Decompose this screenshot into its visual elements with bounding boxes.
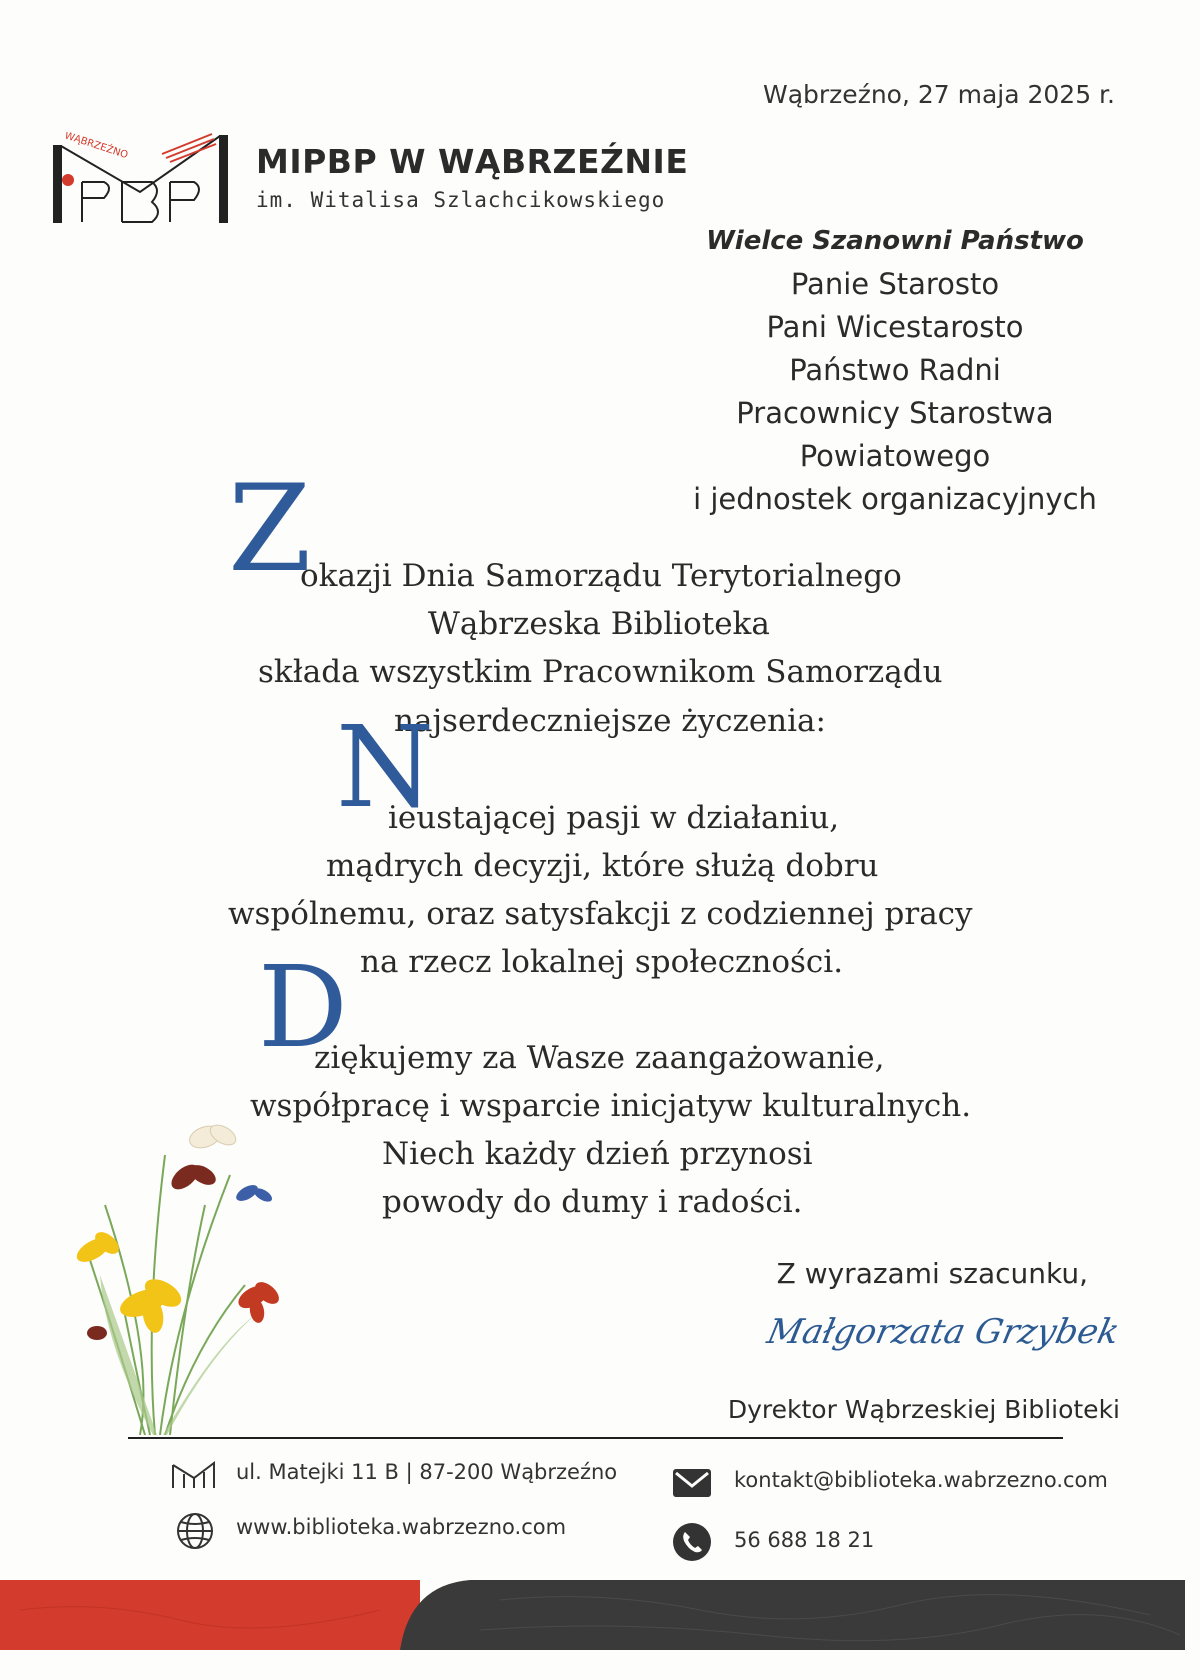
greeting: Wielce Szanowni Państwo bbox=[706, 226, 1084, 256]
body-line: najserdeczniejsze życzenia: bbox=[394, 703, 826, 739]
addressee-line: Państwo Radni bbox=[789, 353, 1001, 387]
logo-lettering: WĄBRZEŹNO bbox=[63, 132, 130, 162]
body-line: Niech każdy dzień przynosi bbox=[382, 1136, 813, 1172]
body-line: składa wszystkim Pracownikom Samorządu bbox=[258, 654, 943, 690]
flower-illustration bbox=[45, 1115, 295, 1435]
letter-date: Wąbrzeźno, 27 maja 2025 r. bbox=[763, 80, 1115, 109]
closing-regards: Z wyrazami szacunku, bbox=[776, 1257, 1088, 1290]
email-icon bbox=[672, 1468, 712, 1498]
body-line: współpracę i wsparcie inicjatyw kulturalnych. bbox=[250, 1088, 972, 1124]
signature: Małgorzata Grzybek bbox=[763, 1312, 1123, 1352]
signer-title: Dyrektor Wąbrzeskiej Biblioteki bbox=[727, 1395, 1120, 1424]
library-logo bbox=[52, 132, 230, 226]
body-line: mądrych decyzji, które służą dobru bbox=[326, 848, 879, 884]
dropcap-d: D bbox=[258, 943, 348, 1073]
body-line: ziękujemy za Wasze zaangażowanie, bbox=[314, 1040, 885, 1076]
website-link[interactable]: www.biblioteka.wabrzezno.com bbox=[236, 1515, 567, 1539]
addressee-line: i jednostek organizacyjnych bbox=[693, 482, 1097, 516]
email-link[interactable]: kontakt@biblioteka.wabrzezno.com bbox=[734, 1468, 1108, 1492]
footer-divider bbox=[128, 1437, 1063, 1439]
organization-name: MIPBP W WĄBRZEŹNIE bbox=[256, 142, 689, 181]
dropcap-n: N bbox=[336, 703, 434, 833]
addressee-line: Pracownicy Starostwa bbox=[736, 396, 1054, 430]
globe-icon bbox=[176, 1512, 214, 1550]
decorative-footer-band bbox=[0, 1580, 1200, 1650]
dropcap-z: Z bbox=[228, 460, 312, 599]
body-line: na rzecz lokalnej społeczności. bbox=[360, 944, 844, 980]
body-line: okazji Dnia Samorządu Terytorialnego bbox=[300, 558, 902, 594]
library-mark-icon bbox=[170, 1460, 218, 1490]
addressee-line: Panie Starosto bbox=[790, 267, 1000, 301]
body-line: wspólnemu, oraz satysfakcji z codziennej pracy bbox=[228, 896, 973, 932]
addressee-block bbox=[660, 220, 1130, 521]
body-line: Wąbrzeska Biblioteka bbox=[428, 606, 770, 642]
addressee-line: Pani Wicestarosto bbox=[766, 310, 1024, 344]
address-text: ul. Matejki 11 B | 87-200 Wąbrzeźno bbox=[236, 1460, 618, 1484]
body-line: powody do dumy i radości. bbox=[382, 1184, 803, 1220]
phone-number[interactable]: 56 688 18 21 bbox=[734, 1528, 875, 1552]
organization-subtitle: im. Witalisa Szlachcikowskiego bbox=[256, 188, 666, 212]
phone-icon bbox=[672, 1522, 712, 1562]
addressee-line: Powiatowego bbox=[799, 439, 991, 473]
body-line: ieustającej pasji w działaniu, bbox=[388, 800, 840, 836]
